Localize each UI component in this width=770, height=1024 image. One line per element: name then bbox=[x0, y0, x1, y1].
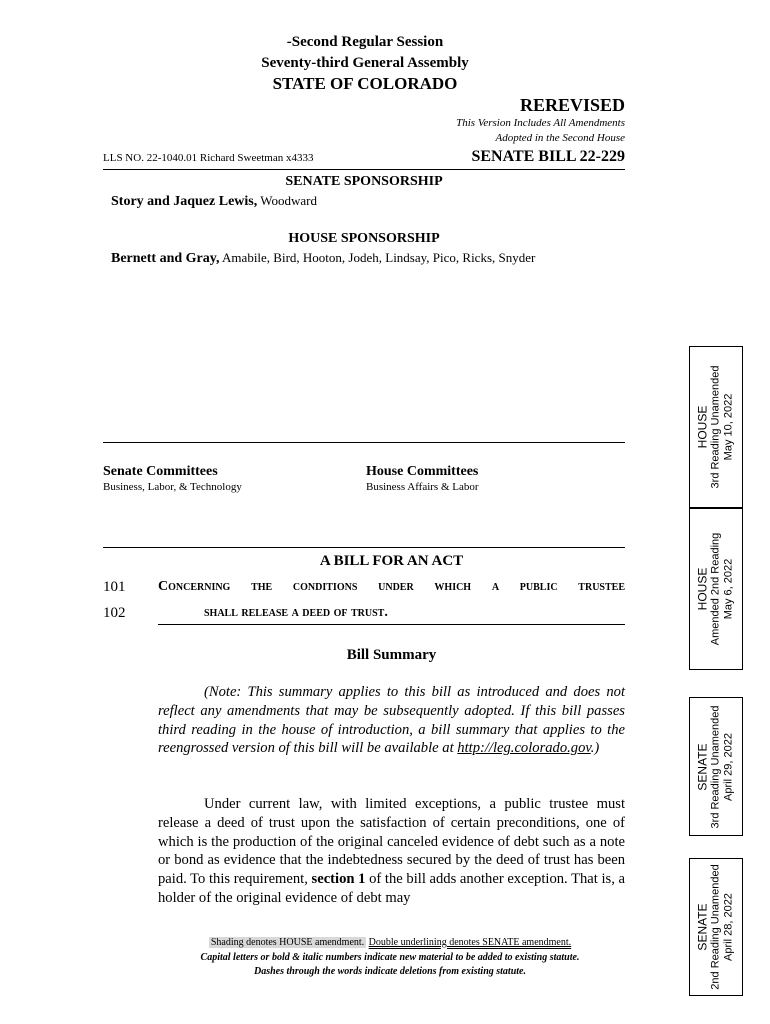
summary-note-text: (Note: This summary applies to this bill as introduced and does not reflect any amendments that may be subsequently adopted. If this bill passes third reading in the house of introduction, a bill summary that applies to the reengrossed version of this bill will be available at bbox=[158, 684, 625, 757]
senate-sponsors bbox=[111, 193, 317, 210]
stamp-action: 3rd Reading Unamended bbox=[709, 705, 722, 828]
senate-committees-heading: Senate Committees bbox=[103, 464, 218, 479]
house-committees-value: Business Affairs & Labor bbox=[366, 481, 479, 493]
summary-body-section: section 1 bbox=[311, 871, 366, 888]
stamp-action: 2nd Reading Unamended bbox=[709, 864, 722, 990]
bill-title-line-1: Concerning the conditions under which a public trustee bbox=[158, 579, 625, 594]
stamp-house-3rd-reading bbox=[689, 346, 743, 508]
summary-body bbox=[158, 795, 625, 908]
senate-other-sponsors: Woodward bbox=[260, 193, 317, 208]
version-note-line1: This Version Includes All Amendments bbox=[456, 117, 625, 129]
header-rule bbox=[103, 169, 625, 170]
summary-note bbox=[158, 683, 625, 758]
version-note-line2: Adopted in the Second House bbox=[495, 132, 625, 144]
house-committees-heading: House Committees bbox=[366, 464, 479, 479]
senate-primary-sponsors: Story and Jaquez Lewis, bbox=[111, 194, 258, 209]
summary-body-part1: Under current law, with limited exceptions, a public trustee must release a deed of trust upon the satisfaction of certain preconditions, one of which is the production of the original canceled evidence of debt such as a note or bond as evidence that the indebtedness secured by the deed of trust has been paid. To this requirement, bbox=[158, 796, 625, 888]
capital-note: Capital letters or bold & italic numbers indicate new material to be added to existing statute. bbox=[200, 952, 580, 963]
underline-note: Double underlining denotes SENATE amendment. bbox=[368, 937, 572, 948]
bill-rule-top bbox=[103, 547, 625, 548]
shading-note: Shading denotes HOUSE amendment. bbox=[210, 937, 365, 948]
line-number-101: 101 bbox=[103, 579, 126, 595]
lls-number: LLS NO. 22-1040.01 Richard Sweetman x4333 bbox=[103, 152, 314, 164]
house-primary-sponsors: Bernett and Gray, bbox=[111, 251, 220, 266]
senate-sponsorship-heading: SENATE SPONSORSHIP bbox=[285, 174, 443, 189]
house-sponsors bbox=[111, 250, 535, 267]
version-title: REREVISED bbox=[519, 95, 625, 115]
stamp-date: May 10, 2022 bbox=[722, 393, 735, 461]
line-number-102: 102 bbox=[103, 605, 126, 621]
house-sponsorship-heading: HOUSE SPONSORSHIP bbox=[288, 231, 440, 246]
state-title: STATE OF COLORADO bbox=[272, 74, 458, 93]
senate-committees-value: Business, Labor, & Technology bbox=[103, 481, 242, 493]
stamp-chamber: HOUSE bbox=[695, 405, 710, 449]
stamp-date: April 29, 2022 bbox=[722, 732, 735, 801]
bill-number: SENATE BILL 22-229 bbox=[471, 148, 625, 165]
leg-colorado-link[interactable]: http://leg.colorado.gov bbox=[457, 740, 591, 757]
assembly-title: Seventy-third General Assembly bbox=[261, 55, 469, 71]
summary-heading: Bill Summary bbox=[346, 647, 437, 663]
stamp-action: 3rd Reading Unamended bbox=[709, 365, 722, 489]
bill-rule-bottom bbox=[158, 624, 625, 625]
bill-title-line-2: shall release a deed of trust. bbox=[204, 605, 388, 620]
stamp-chamber: HOUSE bbox=[695, 567, 710, 611]
summary-body-part2: of the bill adds another exception. That is, a holder of the original evidence of debt may bbox=[158, 871, 625, 906]
stamp-senate-2nd-reading bbox=[689, 858, 743, 996]
stamp-house-2nd-reading bbox=[689, 508, 743, 670]
summary-note-end: .) bbox=[590, 740, 600, 757]
session-title: -Second Regular Session bbox=[286, 34, 444, 50]
stamp-date: April 28, 2022 bbox=[722, 893, 735, 961]
house-other-sponsors: Amabile, Bird, Hooton, Jodeh, Lindsay, Pico, Ricks, Snyder bbox=[222, 250, 536, 265]
stamp-senate-3rd-reading bbox=[689, 697, 743, 836]
footer-amendment-notes bbox=[100, 937, 680, 948]
committees-rule bbox=[103, 442, 625, 443]
stamp-date: May 6, 2022 bbox=[722, 558, 735, 620]
bill-heading: A BILL FOR AN ACT bbox=[319, 553, 464, 569]
stamp-chamber: SENATE bbox=[695, 903, 710, 951]
dashes-note: Dashes through the words indicate deletions from existing statute. bbox=[254, 966, 526, 977]
stamp-action: Amended 2nd Reading bbox=[709, 532, 722, 646]
stamp-chamber: SENATE bbox=[695, 742, 710, 791]
